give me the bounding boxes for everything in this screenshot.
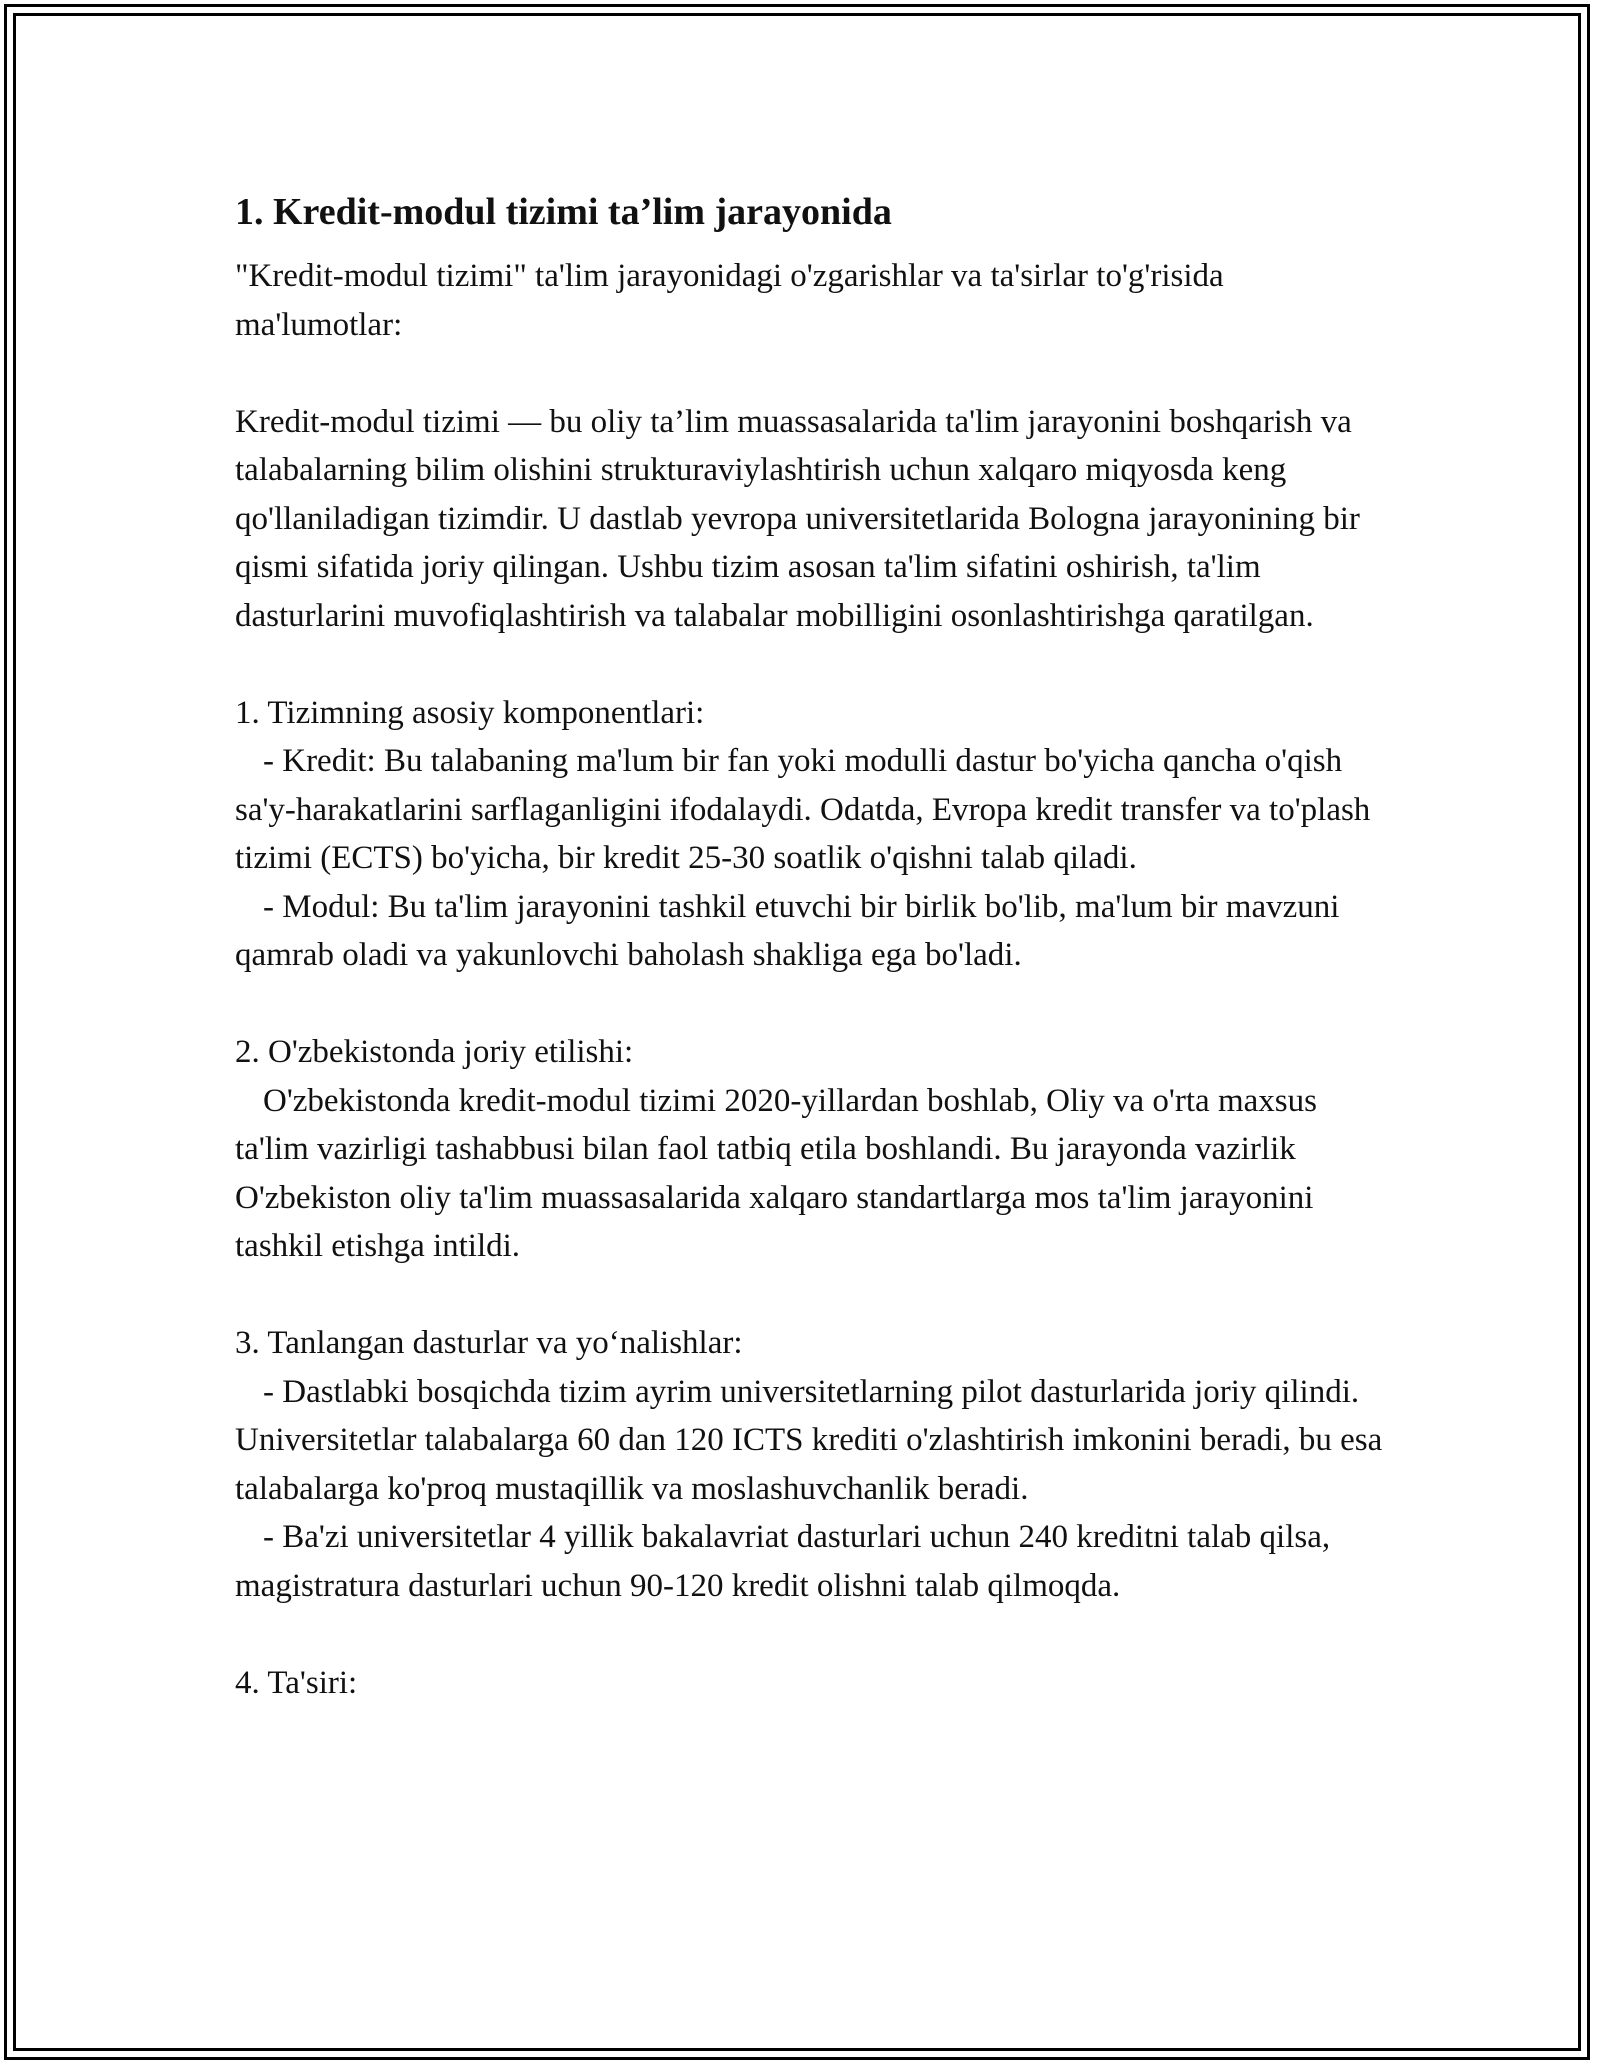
section-item: - Dastlabki bosqichda tizim ayrim universitetlarning pilot dasturlarida joriy qilindi. Universitetlar talabalarga 60 dan 120 ICTS krediti o'zlashtirish imkonini beradi, bu esa talabalarga ko'proq mustaqillik va moslashuvchanlik beradi.	[235, 1373, 1383, 1507]
spacer	[235, 1610, 1385, 1659]
section-heading: 4. Ta'siri:	[235, 1664, 358, 1701]
spacer	[235, 349, 1385, 398]
spacer	[235, 1271, 1385, 1320]
overview-paragraph: Kredit-modul tizimi — bu oliy ta’lim muassasalarida ta'lim jarayonini boshqarish va talabalarning bilim olishini strukturaviylashtirish uchun xalqaro miqyosda keng qo'llaniladigan tizimdir. U dastlab yevropa universitetlarida Bologna jarayonining bir qismi sifatida joriy qilingan. Ushbu tizim asosan ta'lim sifatini oshirish, ta'lim dasturlarini muvofiqlashtirish va talabalar mobilligini osonlashtirishga qaratilgan.	[235, 403, 1360, 634]
section-impact	[235, 1659, 1385, 1708]
intro-paragraph: "Kredit-modul tizimi" ta'lim jarayonidagi o'zgarishlar va ta'sirlar to'g'risida ma'lumotlar:	[235, 258, 1224, 343]
section-item: - Ba'zi universitetlar 4 yillik bakalavriat dasturlari uchun 240 kreditni talab qilsa, magistratura dasturlari uchun 90-120 kredit olishni talab qilmoqda.	[235, 1519, 1331, 1604]
spacer	[235, 640, 1385, 689]
section-heading: 2. O'zbekistonda joriy etilishi:	[235, 1034, 634, 1070]
section-uzbekistan	[235, 1028, 1385, 1271]
document-body	[235, 186, 1385, 1707]
section-heading: 1. Tizimning asosiy komponentlari:	[235, 694, 705, 731]
section-components	[235, 689, 1385, 980]
spacer	[235, 980, 1385, 1029]
section-programs	[235, 1319, 1385, 1610]
section-item: - Kredit: Bu talabaning ma'lum bir fan yoki modulli dastur bo'yicha qancha o'qish sa'y-harakatlarini sarflaganligini ifodalaydi. Odatda, Evropa kredit transfer va to'plash tizimi (ECTS) bo'yicha, bir kredit 25-30 soatlik o'qishni talab qiladi.	[235, 743, 1371, 876]
section-heading: 3. Tanlangan dasturlar va yo‘nalishlar:	[235, 1325, 743, 1361]
section-item: O'zbekistonda kredit-modul tizimi 2020-yillardan boshlab, Oliy va o'rta maxsus ta'lim vazirligi tashabbusi bilan faol tatbiq etila boshlandi. Bu jarayonda vazirlik O'zbekiston oliy ta'lim muassasalarida xalqaro standartlarga mos ta'lim jarayonini tashkil etishga intildi.	[235, 1082, 1317, 1264]
document-title: 1. Kredit-modul tizimi ta’lim jarayonida	[235, 191, 892, 233]
section-item: - Modul: Bu ta'lim jarayonini tashkil etuvchi bir birlik bo'lib, ma'lum bir mavzuni qamrab oladi va yakunlovchi baholash shakliga ega bo'ladi.	[235, 888, 1340, 973]
